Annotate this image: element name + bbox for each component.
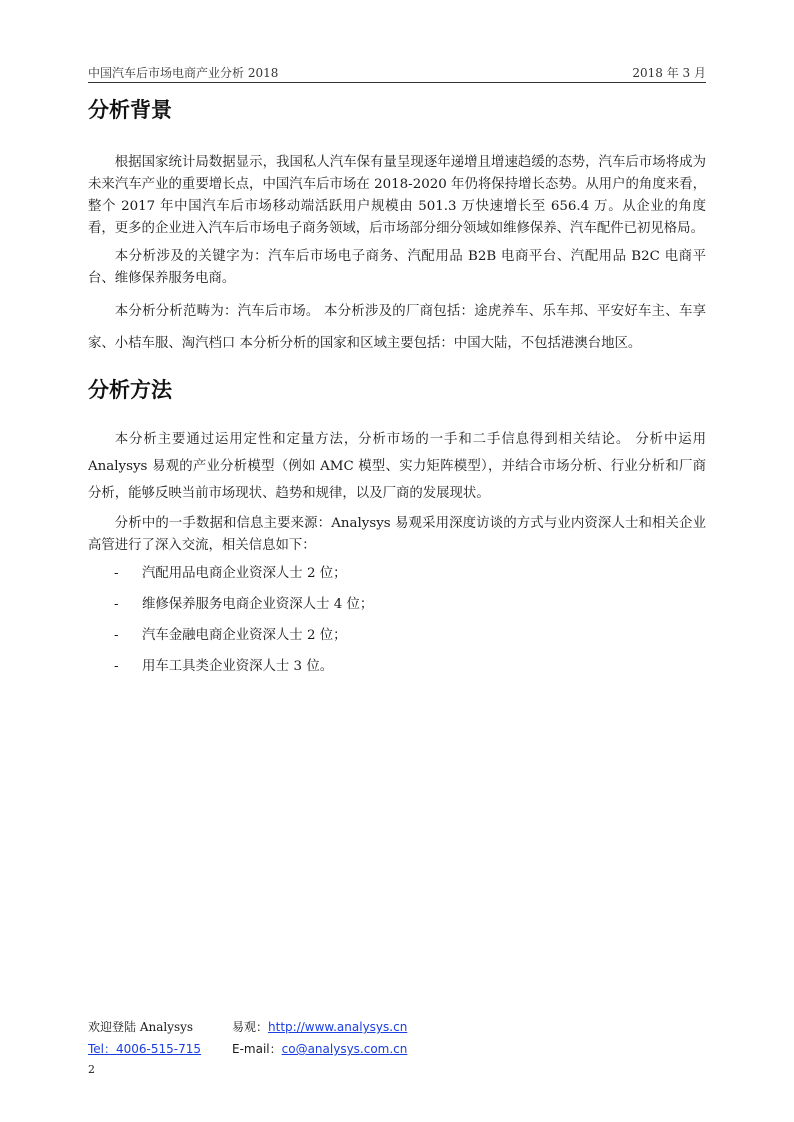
list-item	[88, 563, 706, 585]
list-item-text: 汽车金融电商企业资深人士 2 位；	[142, 628, 347, 643]
list-item-text: 维修保养服务电商企业资深人士 4 位；	[142, 597, 374, 612]
paragraph: 本分析涉及的关键字为：汽车后市场电子商务、汽配用品 B2B 电商平台、汽配用品 B2C 电商平台、维修保养服务电商。	[88, 249, 706, 286]
footer-welcome: 欢迎登陆 Analysys	[88, 1020, 194, 1034]
footer-email	[232, 1040, 407, 1057]
list-item-text: 用车工具类企业资深人士 3 位。	[142, 659, 334, 674]
footer-site	[232, 1018, 407, 1035]
paragraph: 本分析主要通过运用定性和定量方法，分析市场的一手和二手信息得到相关结论。 分析中运用 Analysys 易观的产业分析模型（例如 AMC 模型、实力矩阵模型），并结合市场分析、行业分析和厂商分析，能够反映当前市场现状、趋势和规律，以及厂商的发展现状。	[88, 432, 706, 501]
source-list	[88, 563, 706, 678]
section-title-background: 分析背景	[88, 98, 172, 122]
site-link[interactable]: http://www.analysys.cn	[268, 1020, 408, 1034]
footer-email-label: E-mail：	[232, 1042, 282, 1056]
page-header	[88, 62, 706, 83]
list-item	[88, 656, 706, 678]
section-background	[88, 152, 706, 360]
header-title: 中国汽车后市场电商产业分析 2018	[88, 66, 279, 80]
document-body	[88, 94, 706, 687]
header-date: 2018 年 3 月	[632, 66, 706, 80]
bullet-marker: -	[114, 566, 119, 581]
tel-link[interactable]: Tel：4006-515-715	[88, 1042, 202, 1056]
section-title-method: 分析方法	[88, 378, 172, 402]
section-method	[88, 426, 706, 678]
list-item-text: 汽配用品电商企业资深人士 2 位；	[142, 566, 347, 581]
paragraph: 分析中的一手数据和信息主要来源：Analysys 易观采用深度访谈的方式与业内资深人士和相关企业高管进行了深入交流，相关信息如下：	[88, 516, 706, 553]
paragraph: 根据国家统计局数据显示，我国私人汽车保有量呈现逐年递增且增速趋缓的态势，汽车后市场将成为未来汽车产业的重要增长点，中国汽车后市场在 2018-2020 年仍将保持增长态势。从用户的角度来看，整个 2017 年中国汽车后市场移动端活跃用户规模由 501.3 万快速增长至 656.4 万。从企业的角度看，更多的企业进入汽车后市场电子商务领域，后市场部分细分领域如维修保养、汽车配件已初见格局。	[88, 155, 706, 236]
paragraph: 本分析分析范畴为：汽车后市场。 本分析涉及的厂商包括：途虎养车、乐车邦、平安好车主、车享家、小桔车服、淘汽档口 本分析分析的国家和区域主要包括：中国大陆，不包括港澳台地区。	[88, 304, 706, 351]
page-number: 2	[88, 1063, 95, 1076]
list-item	[88, 625, 706, 647]
bullet-marker: -	[114, 597, 119, 612]
page-footer	[88, 1018, 706, 1062]
bullet-marker: -	[114, 659, 119, 674]
list-item	[88, 594, 706, 616]
footer-site-label: 易观：	[232, 1020, 269, 1034]
bullet-marker: -	[114, 628, 119, 643]
email-link[interactable]: co@analysys.com.cn	[281, 1042, 408, 1056]
